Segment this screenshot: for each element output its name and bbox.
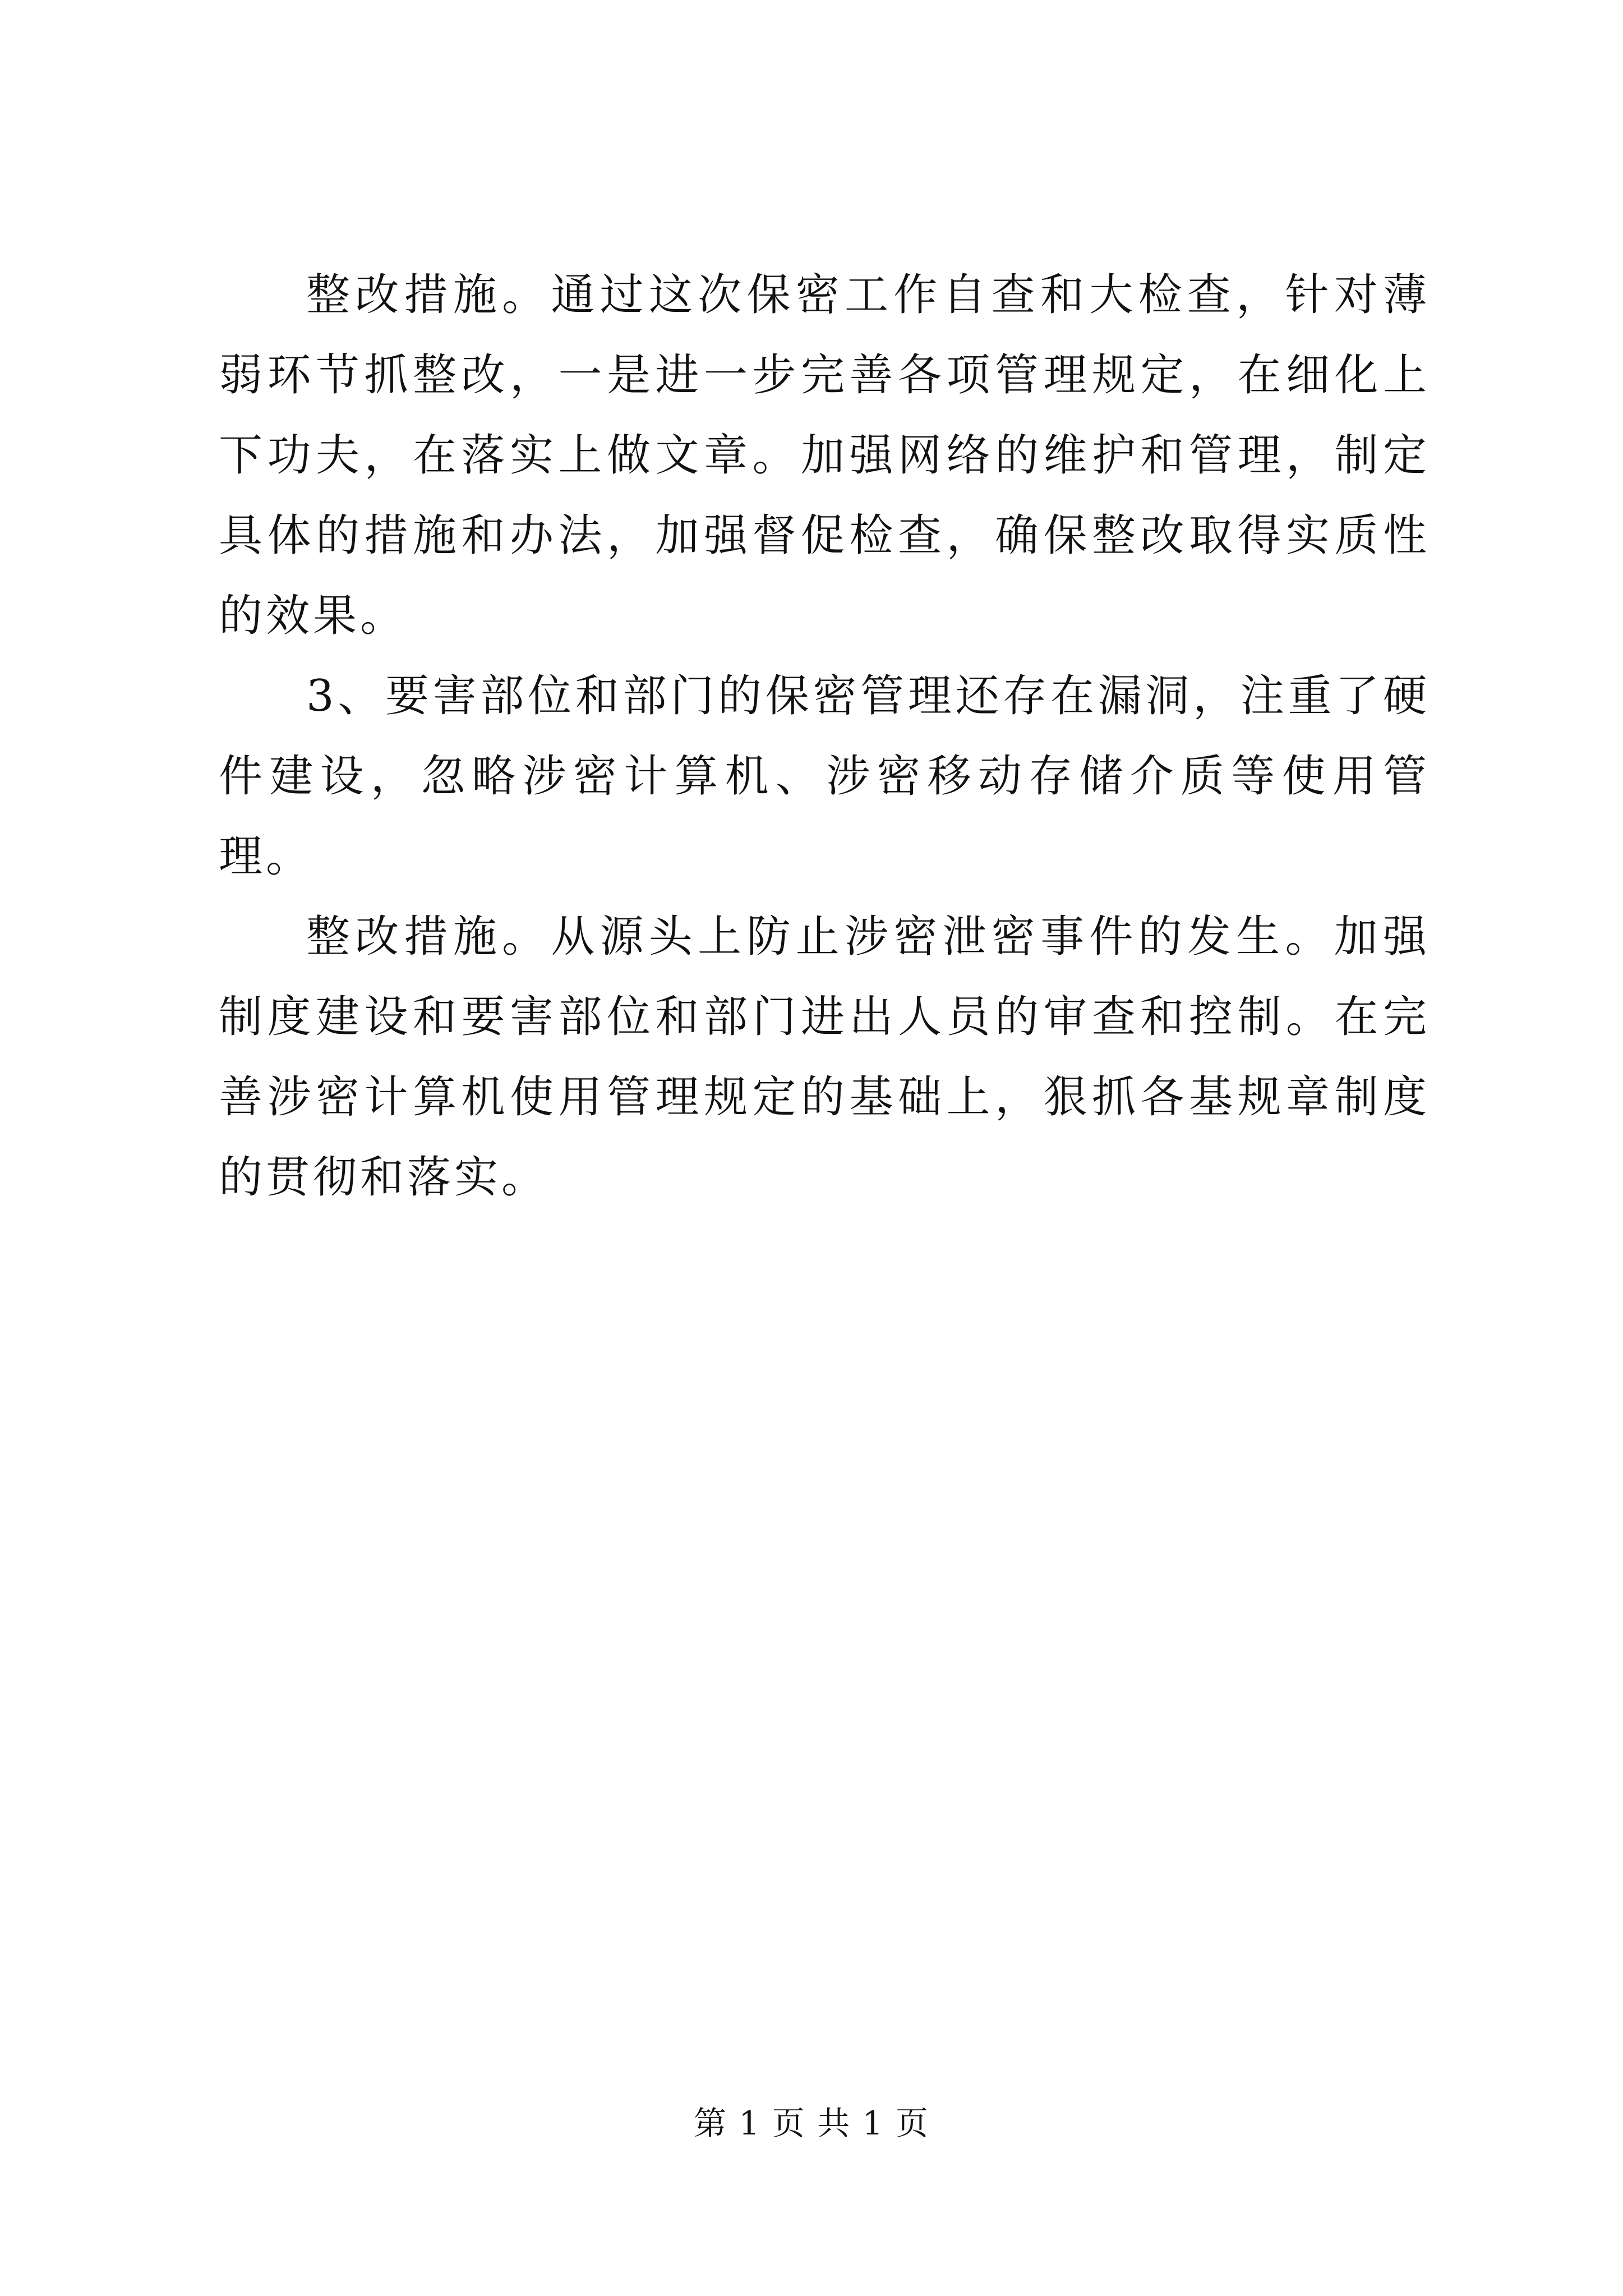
paragraph-rectification-measures-2: 整改措施。从源头上防止涉密泄密事件的发生。加强制度建设和要害部位和部门进出人员的审查和控制。在完善涉密计算机使用管理规定的基础上，狠抓各基规章制度的贯彻和落实。: [219, 912, 1430, 1203]
page-footer: 第 1 页 共 1 页: [694, 2104, 929, 2142]
paragraph-item-3: 3、要害部位和部门的保密管理还存在漏洞，注重了硬件建设，忽略涉密计算机、涉密移动存储介质等使用管理。: [219, 671, 1430, 882]
paragraph-rectification-measures-1: 整改措施。通过这次保密工作自查和大检查，针对薄弱环节抓整改，一是进一步完善各项管理规定，在细化上下功夫，在落实上做文章。加强网络的维护和管理，制定具体的措施和办法，加强督促检查，确保整改取得实质性的效果。: [219, 270, 1430, 641]
document-body: [219, 255, 1430, 1218]
